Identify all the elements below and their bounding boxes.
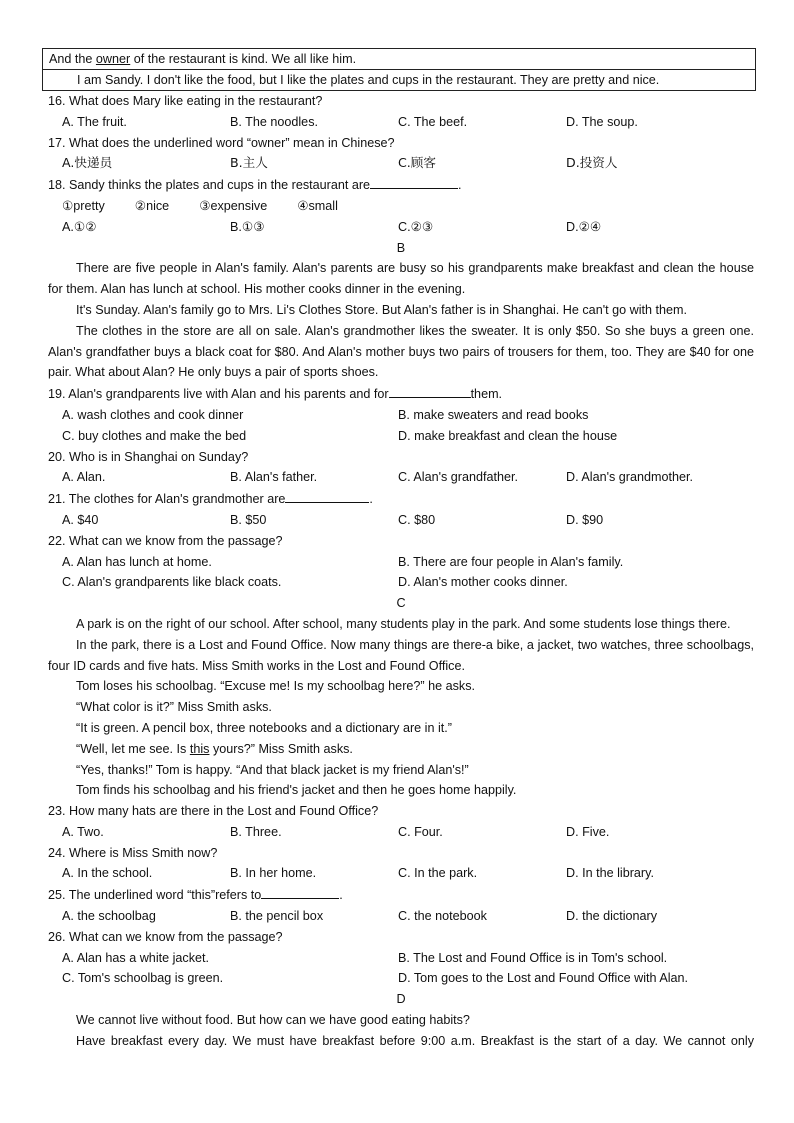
passage-text: “Well, let me see. Is bbox=[76, 741, 190, 756]
section-c-paragraph: Tom finds his schoolbag and his friend's jacket and then he goes home happily. bbox=[76, 783, 517, 798]
option-c[interactable]: C. In the park. bbox=[398, 866, 478, 881]
option-b[interactable]: B. the pencil box bbox=[230, 909, 324, 924]
option-a[interactable]: A. Alan. bbox=[62, 470, 106, 485]
option-c[interactable]: C. Alan's grandparents like black coats. bbox=[62, 575, 282, 590]
question-21 bbox=[48, 488, 754, 510]
option-d[interactable]: D. Five. bbox=[566, 824, 610, 839]
option-c[interactable]: C. Alan's grandfather. bbox=[398, 470, 519, 485]
option-d[interactable]: D. Tom goes to the Lost and Found Office with Alan. bbox=[398, 971, 689, 986]
section-c-paragraph bbox=[48, 739, 754, 760]
option-b[interactable]: B. Alan's father. bbox=[230, 470, 318, 485]
option-d[interactable]: D.②④ bbox=[566, 219, 602, 234]
option-c[interactable]: C.顾客 bbox=[398, 155, 436, 171]
section-c-paragraph: “What color is it?” Miss Smith asks. bbox=[76, 700, 272, 715]
question-23-options bbox=[48, 822, 754, 843]
question-24-options bbox=[48, 863, 754, 884]
section-c-label: C bbox=[396, 596, 406, 611]
question-18-choices bbox=[48, 196, 754, 217]
section-d-paragraph: We cannot live without food. But how can we have good eating habits? bbox=[76, 1013, 470, 1028]
option-c[interactable]: C.②③ bbox=[398, 219, 434, 234]
option-d[interactable]: D. The soup. bbox=[566, 114, 638, 129]
option-a[interactable]: A. Two. bbox=[62, 824, 104, 839]
section-d-label: D bbox=[396, 992, 406, 1007]
option-c[interactable]: C. the notebook bbox=[398, 909, 487, 924]
question-25-options bbox=[48, 906, 754, 927]
table-row: I am Sandy. I don't like the food, but I like the plates and cups in the restaurant. They are pretty and nice. bbox=[43, 69, 755, 90]
question-20: 20. Who is in Shanghai on Sunday? bbox=[48, 449, 249, 464]
answer-blank[interactable] bbox=[389, 383, 471, 398]
option-a[interactable]: A. wash clothes and cook dinner bbox=[62, 407, 244, 422]
choice-3: ③expensive bbox=[199, 198, 268, 213]
option-a[interactable]: A. the schoolbag bbox=[62, 909, 156, 924]
option-d[interactable]: D. In the library. bbox=[566, 866, 654, 881]
section-c-paragraph: “Yes, thanks!” Tom is happy. “And that black jacket is my friend Alan's!” bbox=[76, 762, 469, 777]
table-row bbox=[43, 49, 755, 69]
option-b[interactable]: B.主人 bbox=[230, 155, 268, 171]
question-17: 17. What does the underlined word “owner” mean in Chinese? bbox=[48, 135, 395, 150]
option-c[interactable]: C. The beef. bbox=[398, 114, 468, 129]
choice-4: ④small bbox=[297, 198, 338, 213]
option-b[interactable]: B.①③ bbox=[230, 219, 265, 234]
section-b-label: B bbox=[396, 240, 406, 255]
option-b[interactable]: B. $50 bbox=[230, 512, 267, 527]
passage-text: of the restaurant is kind. We all like him. bbox=[130, 52, 357, 66]
underlined-word-owner: owner bbox=[95, 52, 131, 66]
option-d[interactable]: D. make breakfast and clean the house bbox=[398, 428, 618, 443]
section-c-paragraph: A park is on the right of our school. After school, many students play in the park. And some students lose things there. bbox=[76, 616, 731, 631]
option-a[interactable]: A. $40 bbox=[62, 512, 99, 527]
question-22-options bbox=[48, 572, 754, 593]
option-c[interactable]: C. $80 bbox=[398, 512, 436, 527]
option-a[interactable]: A. The fruit. bbox=[62, 114, 127, 129]
question-18-options bbox=[48, 217, 754, 238]
question-stem: 19. Alan's grandparents live with Alan and his parents and for bbox=[48, 387, 389, 402]
question-18 bbox=[48, 174, 754, 196]
question-16: 16. What does Mary like eating in the restaurant? bbox=[48, 94, 323, 108]
question-16-options bbox=[48, 112, 754, 133]
question-17-options bbox=[48, 153, 754, 174]
question-25 bbox=[48, 884, 754, 906]
question-19-options bbox=[48, 405, 754, 426]
option-b[interactable]: B. There are four people in Alan's family. bbox=[398, 554, 624, 569]
section-b-paragraph: It's Sunday. Alan's family go to Mrs. Li's Clothes Store. But Alan's father is in Shanghai. He can't go with them. bbox=[76, 302, 687, 317]
choice-1: ①pretty bbox=[62, 198, 105, 213]
question-stem-end: . bbox=[458, 178, 462, 193]
question-22: 22. What can we know from the passage? bbox=[48, 533, 283, 548]
section-c-paragraph: In the park, there is a Lost and Found Office. Now many things are there-a bike, a jacket, two watches, three schoolbags, four ID cards and five hats. Miss Smith works in the Lost and Found Office. bbox=[48, 637, 754, 673]
option-a[interactable]: A.①② bbox=[62, 219, 97, 234]
question-20-options bbox=[48, 467, 754, 488]
option-b[interactable]: B. The noodles. bbox=[230, 114, 318, 129]
option-d[interactable]: D.投资人 bbox=[566, 155, 618, 171]
option-d[interactable]: D. the dictionary bbox=[566, 909, 657, 924]
option-a[interactable]: A. Alan has a white jacket. bbox=[62, 950, 210, 965]
question-19 bbox=[48, 383, 754, 405]
section-c-paragraph: “It is green. A pencil box, three notebooks and a dictionary are in it.” bbox=[76, 720, 452, 735]
underlined-word-this: this bbox=[189, 741, 210, 756]
section-b-paragraph: There are five people in Alan's family. Alan's parents are busy so his grandparents make breakfast and clean the house for them. Alan has lunch at school. His mother cooks dinner in the evening. bbox=[48, 261, 754, 297]
question-stem-end: . bbox=[339, 888, 343, 903]
answer-blank[interactable] bbox=[370, 174, 458, 189]
question-26: 26. What can we know from the passage? bbox=[48, 929, 283, 944]
exam-page bbox=[48, 48, 754, 1052]
section-c-paragraph: Tom loses his schoolbag. “Excuse me! Is my schoolbag here?” he asks. bbox=[76, 679, 475, 694]
question-24: 24. Where is Miss Smith now? bbox=[48, 845, 218, 860]
passage-text: And the bbox=[49, 52, 96, 66]
answer-blank[interactable] bbox=[261, 884, 339, 899]
option-d[interactable]: D. Alan's mother cooks dinner. bbox=[398, 575, 568, 590]
question-23: 23. How many hats are there in the Lost and Found Office? bbox=[48, 804, 379, 819]
question-stem: 18. Sandy thinks the plates and cups in the restaurant are bbox=[48, 178, 371, 193]
option-a[interactable]: A.快递员 bbox=[62, 155, 113, 171]
option-c[interactable]: C. Four. bbox=[398, 824, 443, 839]
question-stem-end: . bbox=[369, 492, 373, 507]
option-c[interactable]: C. Tom's schoolbag is green. bbox=[62, 971, 224, 986]
question-22-options bbox=[48, 552, 754, 573]
passage-a-table bbox=[42, 48, 756, 91]
question-stem-end: them. bbox=[470, 387, 503, 402]
section-b-paragraph: The clothes in the store are all on sale. Alan's grandmother likes the sweater. It is only $50. So she buys a green one. Alan's grandfather buys a black coat for $80. And Alan's mother buys two pairs of trousers for them, too. They are $40 for one pair. What about Alan? He only buys a pair of sports shoes. bbox=[48, 323, 754, 380]
question-stem: 21. The clothes for Alan's grandmother are bbox=[48, 492, 286, 507]
question-26-options bbox=[48, 948, 754, 969]
option-d[interactable]: D. Alan's grandmother. bbox=[566, 470, 694, 485]
choice-2: ②nice bbox=[134, 198, 170, 213]
option-a[interactable]: A. In the school. bbox=[62, 866, 153, 881]
passage-text: yours?” Miss Smith asks. bbox=[209, 741, 353, 756]
option-b[interactable]: B. make sweaters and read books bbox=[398, 407, 589, 422]
section-d-paragraph: Have breakfast every day. We must have breakfast before 9:00 a.m. Breakfast is the start of a day. We cannot only bbox=[76, 1033, 754, 1048]
question-21-options bbox=[48, 510, 754, 531]
option-c[interactable]: C. buy clothes and make the bed bbox=[62, 428, 247, 443]
option-b[interactable]: B. The Lost and Found Office is in Tom's school. bbox=[398, 950, 668, 965]
option-d[interactable]: D. $90 bbox=[566, 512, 604, 527]
answer-blank[interactable] bbox=[285, 488, 369, 503]
question-stem: 25. The underlined word “this”refers to bbox=[48, 888, 262, 903]
option-a[interactable]: A. Alan has lunch at home. bbox=[62, 554, 212, 569]
question-26-options bbox=[48, 968, 754, 989]
question-19-options bbox=[48, 426, 754, 447]
option-b[interactable]: B. In her home. bbox=[230, 866, 317, 881]
option-b[interactable]: B. Three. bbox=[230, 824, 282, 839]
